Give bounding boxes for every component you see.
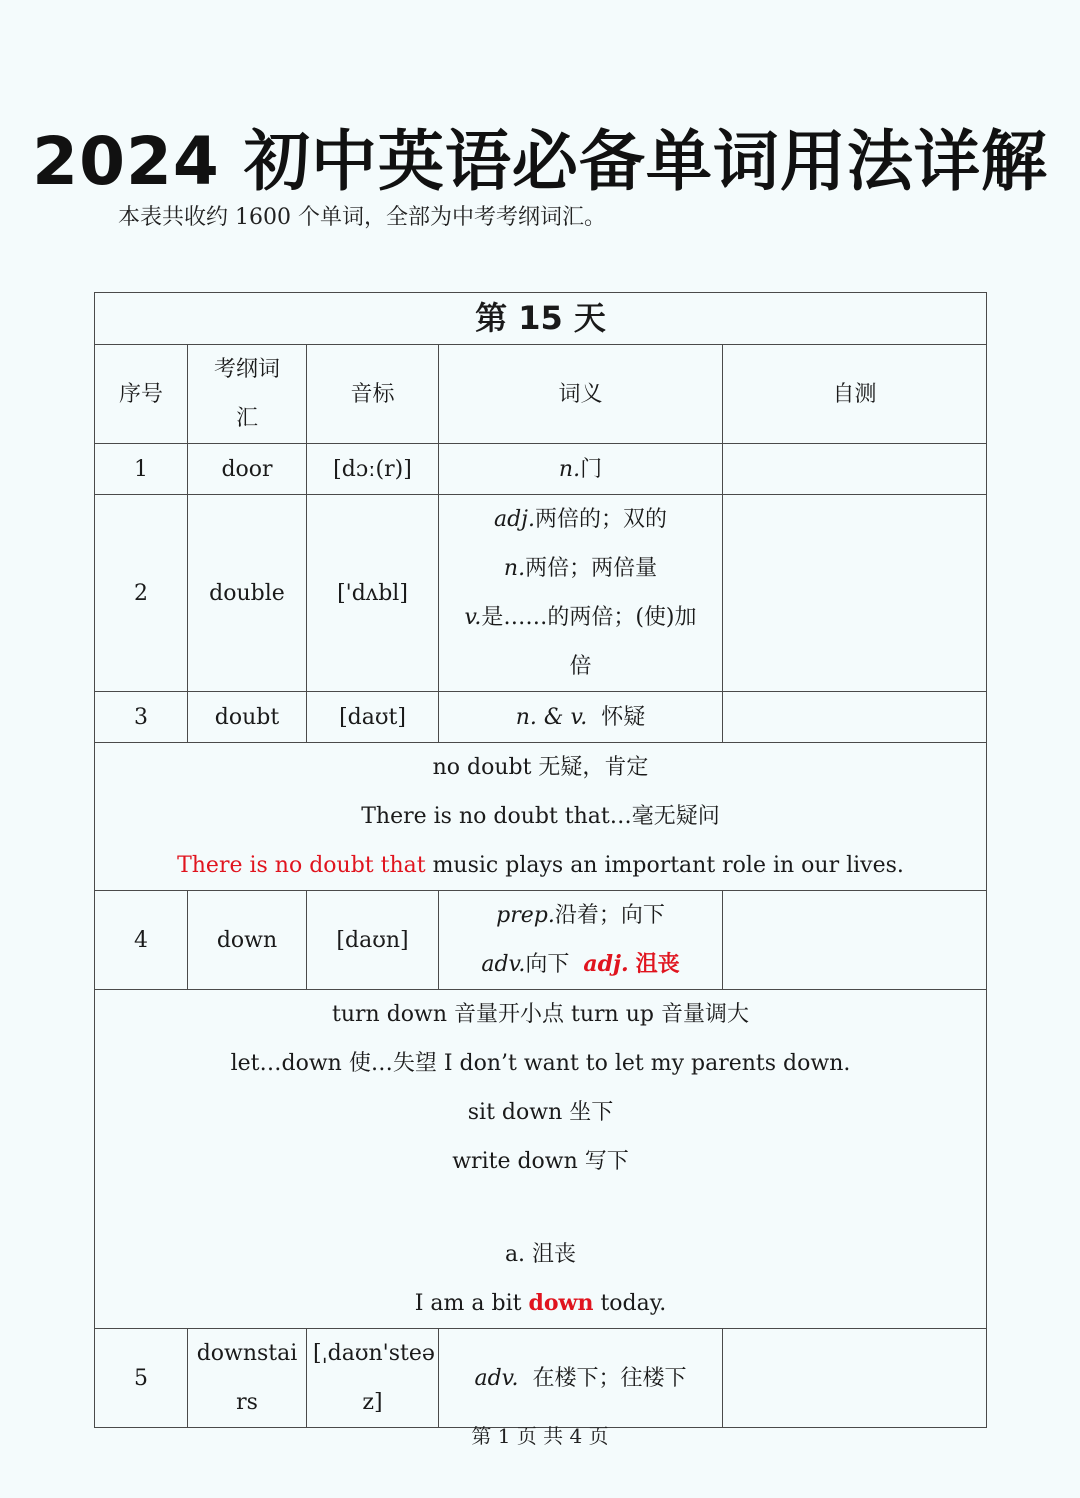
self-test-cell[interactable] [723, 1329, 987, 1428]
note-line: write down 写下 [452, 1149, 629, 1174]
self-test-cell[interactable] [723, 495, 987, 692]
row-no: 3 [95, 692, 188, 743]
meaning-text: 两倍的；双的 [535, 507, 668, 532]
self-test-cell[interactable] [723, 692, 987, 743]
usage-notes-down [95, 990, 987, 1329]
row-phonetic-line2: z] [362, 1390, 383, 1415]
note-line: sit down 坐下 [467, 1100, 614, 1125]
meaning-text: 沿着；向下 [554, 903, 665, 928]
header-meaning: 词义 [439, 345, 723, 444]
table-row [95, 1329, 987, 1428]
note-line: turn down 音量开小点 turn up 音量调大 [332, 1002, 749, 1027]
row-no: 4 [95, 891, 188, 990]
header-word [188, 345, 307, 444]
row-phonetic: [daʊt] [307, 692, 439, 743]
row-word: down [188, 891, 307, 990]
table-row [95, 692, 987, 743]
header-word-line1: 考纲词 [213, 357, 280, 382]
row-word: doubt [188, 692, 307, 743]
page-subtitle: 本表共收约 1600 个单词，全部为中考考纲词汇。 [118, 205, 606, 230]
row-phonetic: [daʊn] [307, 891, 439, 990]
header-phonetic: 音标 [307, 345, 439, 444]
row-meaning [439, 495, 723, 692]
row-no: 5 [95, 1329, 188, 1428]
row-meaning [439, 891, 723, 990]
row-word: double [188, 495, 307, 692]
row-phonetic: [dɔː(r)] [307, 444, 439, 495]
page-footer: 第 1 页 共 4 页 [471, 1424, 609, 1448]
header-word-line2: 汇 [235, 406, 258, 431]
highlight-text: There is no doubt that [177, 853, 426, 878]
note-row [95, 990, 987, 1329]
note-line: no doubt 无疑，肯定 [432, 755, 649, 780]
self-test-cell[interactable] [723, 444, 987, 495]
usage-notes-doubt [95, 743, 987, 891]
note-line: a. 沮丧 [504, 1242, 577, 1267]
note-line [101, 1279, 980, 1328]
meaning-text: 两倍；两倍量 [525, 556, 658, 581]
pos-label: adv. [474, 1365, 519, 1391]
pos-label: prep. [496, 903, 555, 928]
note-line [101, 1186, 980, 1230]
note-line: There is no doubt that…毫无疑问 [361, 804, 720, 829]
note-text: music plays an important role in our lives. [425, 853, 904, 878]
row-meaning [439, 1329, 723, 1428]
pos-label: n. [558, 456, 581, 482]
highlight-pos: adj. [583, 951, 629, 977]
header-self-test: 自测 [723, 345, 987, 444]
row-meaning [439, 444, 723, 495]
row-meaning [439, 692, 723, 743]
note-row [95, 743, 987, 891]
row-word [188, 1329, 307, 1428]
row-phonetic: ['dʌbl] [307, 495, 439, 692]
note-text: today. [593, 1291, 667, 1316]
meaning-text: 倍 [569, 654, 592, 679]
highlight-text: down [528, 1290, 594, 1316]
row-no: 1 [95, 444, 188, 495]
self-test-cell[interactable] [723, 891, 987, 990]
pos-label: n. [503, 556, 526, 581]
row-word-line1: downstai [196, 1341, 298, 1366]
row-word-line2: rs [236, 1390, 258, 1415]
meaning-text: 在楼下；往楼下 [532, 1365, 687, 1391]
table-row [95, 495, 987, 692]
row-no: 2 [95, 495, 188, 692]
note-line: let…down 使…失望 I don’t want to let my parents down. [230, 1051, 851, 1076]
pos-label: adv. [481, 952, 526, 977]
pos-label: n. & v. [515, 704, 588, 730]
header-no: 序号 [95, 345, 188, 444]
meaning-text: 怀疑 [601, 704, 646, 730]
vocab-table [94, 292, 987, 1428]
row-word: door [188, 444, 307, 495]
page-title: 2024 初中英语必备单词用法详解 [32, 123, 1048, 200]
row-phonetic-line1: [ˌdaʊn'steə [313, 1341, 435, 1366]
pos-label: adj. [493, 507, 535, 532]
table-row [95, 891, 987, 990]
pos-label: v. [464, 605, 482, 630]
meaning-text: 向下 [525, 952, 570, 977]
note-text: I am a bit [414, 1291, 529, 1316]
meaning-text: 是……的两倍；(使)加 [481, 605, 697, 630]
table-row [95, 444, 987, 495]
meaning-text: 门 [580, 456, 603, 482]
note-line [101, 841, 980, 890]
row-phonetic [307, 1329, 439, 1428]
highlight-text: 沮丧 [635, 951, 680, 977]
day-heading: 第 15 天 [95, 293, 987, 345]
